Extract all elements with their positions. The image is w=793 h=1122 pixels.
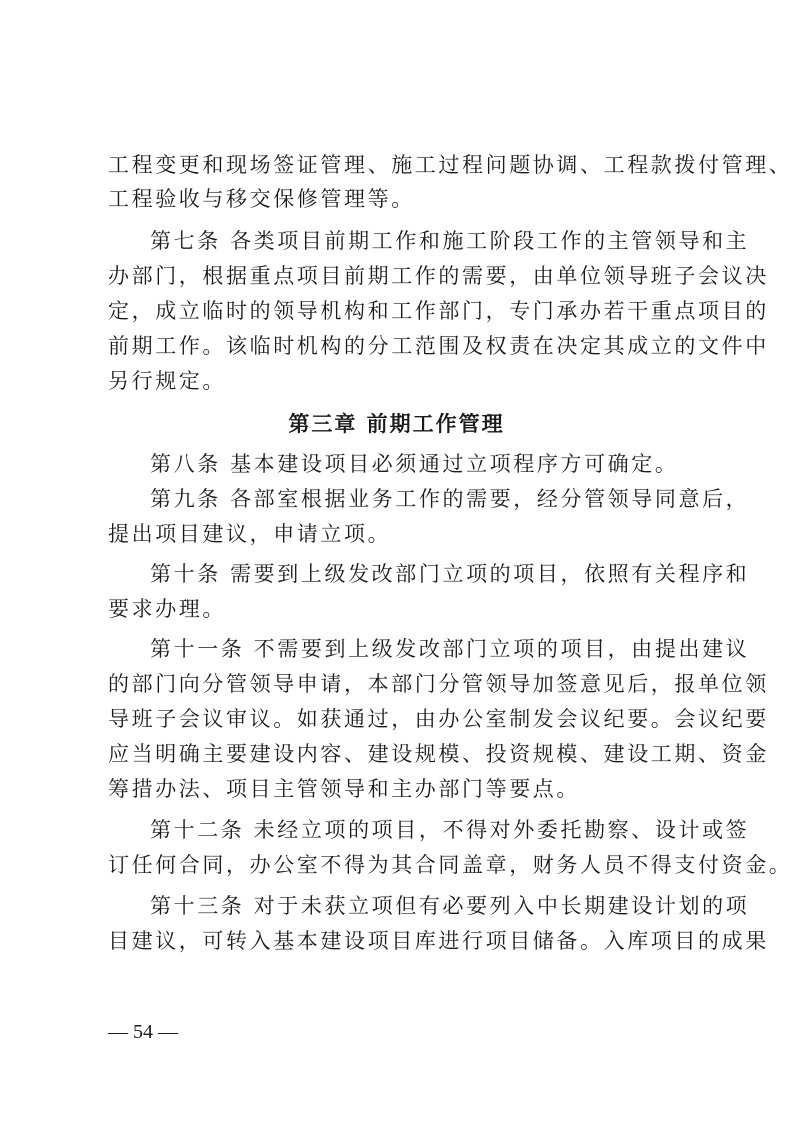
- article-9-line: 第九条 各部室根据业务工作的需要，经分管领导同意后，: [150, 487, 750, 511]
- article-10-line: 第十条 需要到上级发改部门立项的项目，依照有关程序和: [150, 562, 750, 586]
- article-13-line: 第十三条 对于未获立项但有必要列入中长期建设计划的项: [150, 894, 750, 918]
- chapter-heading: 第三章 前期工作管理: [288, 412, 505, 436]
- paragraph-line: 导班子会议审议。如获通过，由办公室制发会议纪要。会议纪要: [108, 707, 769, 731]
- paragraph-line: 目建议，可转入基本建设项目库进行项目储备。入库项目的成果: [108, 929, 769, 953]
- paragraph-line: 应当明确主要建设内容、建设规模、投资规模、建设工期、资金: [108, 742, 769, 766]
- paragraph-line: 的部门向分管领导申请，本部门分管领导加签意见后，报单位领: [108, 672, 769, 696]
- article-11-line: 第十一条 不需要到上级发改部门立项的项目，由提出建议: [150, 637, 750, 661]
- paragraph-line: 办部门，根据重点项目前期工作的需要，由单位领导班子会议决: [108, 264, 769, 288]
- paragraph-line: 订任何合同，办公室不得为其合同盖章，财务人员不得支付资金。: [108, 853, 793, 877]
- page-number: — 54 —: [108, 1021, 178, 1043]
- paragraph-line: 提出项目建议，申请立项。: [108, 522, 392, 546]
- paragraph-line: 工程变更和现场签证管理、施工过程问题协调、工程款拨付管理、: [108, 153, 793, 177]
- article-12-line: 第十二条 未经立项的项目，不得对外委托勘察、设计或签: [150, 818, 750, 842]
- article-8-line: 第八条 基本建设项目必须通过立项程序方可确定。: [150, 452, 679, 476]
- paragraph-line: 工程验收与移交保修管理等。: [108, 187, 415, 211]
- paragraph-line: 前期工作。该临时机构的分工范围及权责在决定其成立的文件中: [108, 334, 769, 358]
- article-7-line: 第七条 各类项目前期工作和施工阶段工作的主管领导和主: [150, 229, 750, 253]
- paragraph-line: 另行规定。: [108, 369, 226, 393]
- paragraph-line: 定，成立临时的领导机构和工作部门，专门承办若干重点项目的: [108, 299, 769, 323]
- paragraph-line: 筹措办法、项目主管领导和主办部门等要点。: [108, 777, 580, 801]
- paragraph-line: 要求办理。: [108, 597, 226, 621]
